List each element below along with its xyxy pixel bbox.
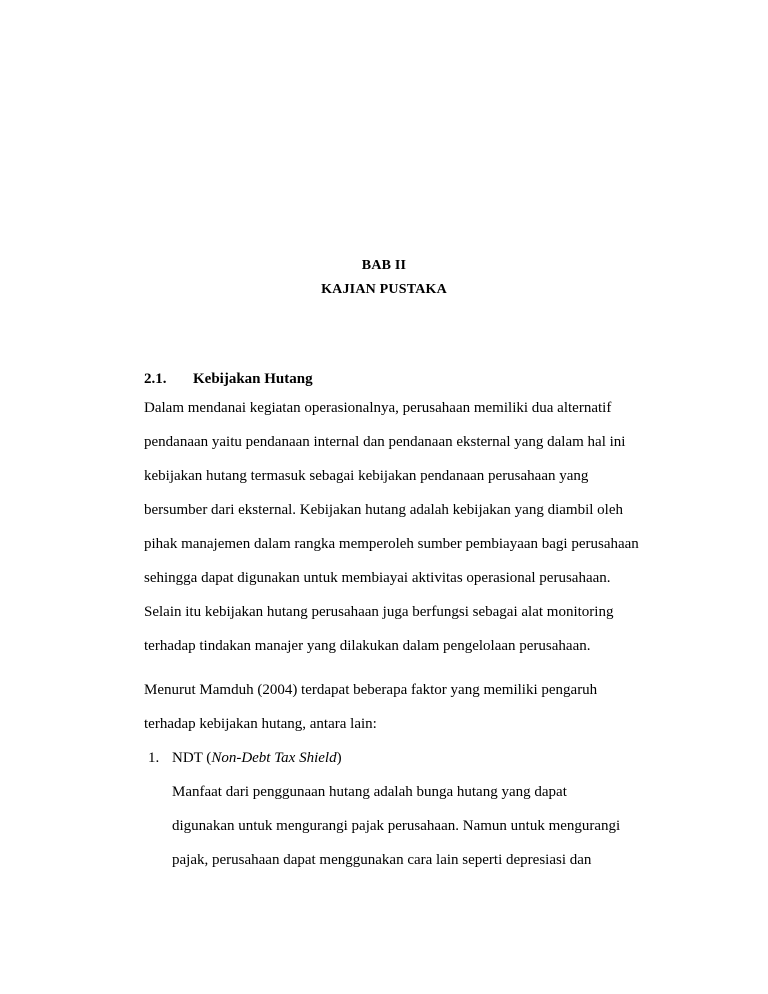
list-item-prefix: NDT (	[172, 750, 212, 766]
paragraph-faktor	[144, 681, 684, 749]
section-heading	[144, 370, 313, 388]
chapter-title: KAJIAN PUSTAKA	[321, 282, 447, 297]
section-number: 2.1.	[144, 371, 167, 387]
chapter-label: BAB II	[361, 258, 407, 273]
list-item-term: Non-Debt Tax Shield	[211, 750, 337, 766]
paragraph-line: bersumber dari eksternal. Kebijakan hutang adalah kebijakan yang diambil oleh	[144, 502, 623, 518]
paragraph-kebijakan-hutang	[144, 399, 684, 671]
list-body-line: pajak, perusahaan dapat menggunakan cara lain seperti depresiasi dan	[172, 852, 592, 868]
paragraph-line: pendanaan yaitu pendanaan internal dan pendanaan eksternal yang dalam hal ini	[144, 434, 626, 450]
list-item-ndt	[148, 749, 342, 767]
paragraph-line: terhadap tindakan manajer yang dilakukan dalam pengelolaan perusahaan.	[144, 638, 591, 654]
section-title: Kebijakan Hutang	[193, 371, 313, 387]
paragraph-line: Menurut Mamduh (2004) terdapat beberapa faktor yang memiliki pengaruh	[144, 682, 598, 698]
paragraph-line: kebijakan hutang termasuk sebagai kebijakan pendanaan perusahaan yang	[144, 468, 589, 484]
paragraph-line: sehingga dapat digunakan untuk membiayai aktivitas operasional perusahaan.	[144, 570, 611, 586]
list-item-body	[172, 783, 672, 885]
list-item-suffix: )	[336, 750, 342, 766]
list-body-line: digunakan untuk mengurangi pajak perusahaan. Namun untuk mengurangi	[172, 818, 621, 834]
paragraph-line: pihak manajemen dalam rangka memperoleh sumber pembiayaan bagi perusahaan	[144, 536, 639, 552]
paragraph-line: terhadap kebijakan hutang, antara lain:	[144, 716, 377, 732]
list-marker: 1.	[148, 750, 160, 766]
paragraph-line: Dalam mendanai kegiatan operasionalnya, perusahaan memiliki dua alternatif	[144, 400, 612, 416]
paragraph-line: Selain itu kebijakan hutang perusahaan juga berfungsi sebagai alat monitoring	[144, 604, 614, 620]
list-body-line: Manfaat dari penggunaan hutang adalah bunga hutang yang dapat	[172, 784, 567, 800]
